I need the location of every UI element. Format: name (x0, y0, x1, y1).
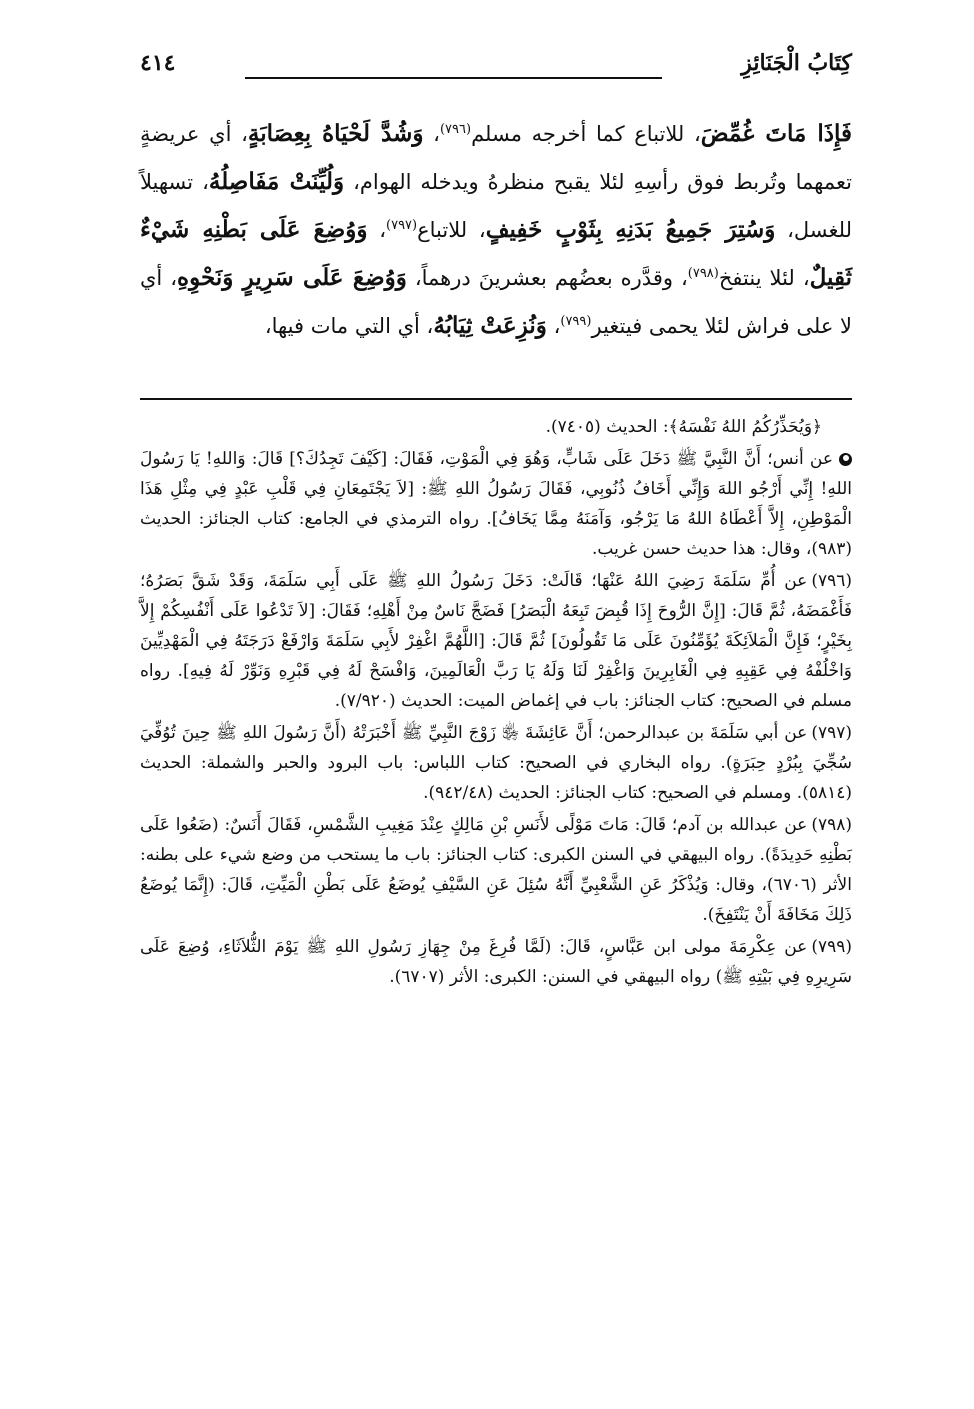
commentary-text: ، (423, 122, 440, 146)
matn-highlight: فَإِذَا مَاتَ غُمِّضَ (700, 120, 852, 147)
footnote-fn-796 (140, 566, 852, 716)
commentary-text: ، (367, 218, 387, 242)
footnote-text: عن أُمِّ سَلَمَةَ رَضِيَ اللهُ عَنْهَا؛ قَالَتْ: دَخَلَ رَسُولُ اللهِ ﷺ عَلَى أَبِي سَلَمَةَ، وَقَدْ شَقَّ بَصَرُهُ؛ فَأَغْمَضَهُ، ثُمَّ قَالَ: [إِنَّ الرُّوحَ إِذَا قُبِضَ تَبِعَهُ الْبَصَرُ] فَضَجَّ نَاسٌ مِنْ أَهْلِهِ؛ فَقَالَ: [لاَ تَدْعُوا عَلَى أَنْفُسِكُمْ إِلاَّ بِخَيْرٍ؛ فَإِنَّ الْمَلاَئِكَةَ يُؤَمِّنُونَ عَلَى مَا تَقُولُونَ] ثُمَّ قَالَ: [اللَّهُمَّ اغْفِرْ لأَبِي سَلَمَةَ وَارْفَعْ دَرَجَتَهُ فِي الْمَهْدِيِّينَ وَاخْلُفْهُ فِي عَقِبِهِ فِي الْغَابِرِينَ وَاغْفِرْ لَنَا وَلَهُ يَا رَبَّ الْعَالَمِينَ، وَافْسَحْ لَهُ فِي قَبْرِهِ وَنَوِّرْ لَهُ فِيهِ]. رواه مسلم في الصحيح: كتاب الجنائز: باب في إغماض الميت: الحديث (٧/٩٢٠). (140, 571, 852, 711)
commentary-text: ، أي لا على فراش لئلا يحمى فيتغير (140, 266, 852, 338)
matn-highlight: وَشُدَّ لَحْيَاهُ بِعِصَابَةٍ (247, 120, 424, 147)
bullet-circle-icon (839, 453, 852, 466)
footnote-text: ﴿وَيُحَذِّرُكُمُ اللهُ نَفْسَهُ﴾: الحديث (٧٤٠٥). (545, 417, 822, 437)
footnote-ref: (٧٩٩) (560, 314, 592, 329)
footnote-ref: (٧٩٨) (687, 266, 719, 281)
commentary-text: ، أي التي مات فيها، (264, 314, 434, 338)
footnote-number: (٧٩٩) (811, 937, 852, 957)
commentary-text: ، وقدَّره بعضُهم بعشرينَ درهماً، (406, 266, 688, 290)
footnote-text: عن أبي سَلَمَةَ بن عبدالرحمن؛ أَنَّ عَائِشَةَ ﵂ زَوْجَ النَّبِيِّ ﷺ أَخْبَرَتْهُ (أَنَّ رَسُولَ اللهِ ﷺ حِينَ تُوُفِّيَ سُجِّيَ بِبُرْدٍ حِبَرَةٍ). رواه البخاري في الصحيح: كتاب اللباس: باب البرود والحبر والشملة: الحديث (٥٨١٤). ومسلم في الصحيح: كتاب الجنائز: الحديث (٩٤٢/٤٨). (140, 723, 852, 803)
footnote-divider (140, 398, 852, 400)
main-paragraph (140, 110, 852, 350)
page-header (140, 50, 852, 90)
footnote-fn-continued (140, 412, 852, 442)
footnote-fn-799 (140, 932, 852, 992)
footnote-fn-798 (140, 810, 852, 930)
commentary-text: ، (546, 314, 561, 338)
commentary-text: ، أي عريضةٍ تعمهما وتُربط فوق رأسِهِ لئلا يقبح منظرهُ ويدخله الهوام، (140, 122, 852, 194)
page-number: ٤١٤ (140, 50, 176, 76)
chapter-title: كِتَابُ الْجَنَائِزِ (741, 50, 852, 76)
footnote-text: عن عبدالله بن آدم؛ قَالَ: مَاتَ مَوْلًى لأَنَسِ بْنِ مَالِكٍ عِنْدَ مَغِيبِ الشَّمْسِ، فَقَالَ أَنَسٌ: (ضَعُوا عَلَى بَطْنِهِ حَدِيدَةً). رواه البيهقي في السنن الكبرى: كتاب الجنائز: باب ما يستحب من وضع شيء على بطنه: الأثر (٦٧٠٦)، وقال: وَيُذْكَرُ عَنِ الشَّعْبِيِّ أَنَّهُ سُئِلَ عَنِ السَّيْفِ يُوضَعُ عَلَى بَطْنِ الْمَيِّتِ، قَالَ: (إِنَّمَا يُوضَعُ ذَلِكَ مَخَافَةَ أَنْ يَنْتَفِخَ). (140, 815, 852, 925)
footnote-text: عن أنس؛ أَنَّ النَّبِيَّ ﷺ دَخَلَ عَلَى شَابٍّ، وَهُوَ فِي الْمَوْتِ، فَقَالَ: [كَيْفَ تَجِدُكَ؟] قَالَ: وَاللهِ! يَا رَسُولَ اللهِ! إِنِّي أَرْجُو اللهَ وَإِنِّي أَخَافُ ذُنُوبِي، فَقَالَ رَسُولُ اللهِ ﷺ: [لاَ يَجْتَمِعَانِ فِي قَلْبِ عَبْدٍ فِي مِثْلِ هَذَا الْمَوْطِنِ، إِلاَّ أَعْطَاهُ اللهُ مَا يَرْجُو، وَآمَنَهُ مِمَّا يَخَافُ]. رواه الترمذي في الجامع: كتاب الجنائز: الحديث (٩٨٣)، وقال: هذا حديث حسن غريب. (140, 449, 852, 559)
main-text (140, 110, 852, 350)
matn-highlight: وَلُيِّنَتْ مَفَاصِلُهُ (208, 168, 345, 195)
footnote-ref: (٧٩٦) (439, 122, 472, 137)
footnote-number: (٧٩٧) (811, 723, 852, 743)
commentary-text: ، لئلا ينتفخ (718, 266, 810, 290)
matn-highlight: وَنُزِعَتْ ثِيَابُهُ (433, 312, 547, 339)
commentary-text: ، للاتباع (417, 218, 486, 242)
matn-highlight: وَوُضِعَ عَلَى سَرِيرٍ وَنَحْوِهِ (177, 264, 407, 291)
footnote-text: عن عِكْرِمَةَ مولى ابن عَبَّاسٍ، قَالَ: (لَمَّا فُرِغَ مِنْ جِهَازِ رَسُولِ اللهِ ﷺ يَوْمَ الثُّلاَثَاءِ، وُضِعَ عَلَى سَرِيرِهِ فِي بَيْتِهِ ﷺ) رواه البيهقي في السنن: الكبرى: الأثر (٦٧٠٧). (140, 937, 852, 987)
commentary-text: ، للاتباع كما أخرجه مسلم (471, 122, 701, 146)
header-rule (245, 77, 662, 79)
commentary-text: ، تسهيلاً للغسل، (140, 170, 852, 242)
footnote-fn-797 (140, 718, 852, 808)
footnote-ref: (٧٩٧) (386, 218, 418, 233)
footnote-fn-anas (140, 444, 852, 564)
matn-highlight: وَسُتِرَ جَمِيعُ بَدَنِهِ بِثَوْبٍ خَفِيفٍ (485, 216, 776, 243)
footnote-number: (٧٩٦) (811, 571, 852, 591)
footnotes (140, 412, 852, 994)
matn-highlight: وَوُضِعَ عَلَى بَطْنِهِ شَيْءٌ ثَقِيلٌ (140, 216, 852, 291)
footnote-number: (٧٩٨) (811, 815, 852, 835)
